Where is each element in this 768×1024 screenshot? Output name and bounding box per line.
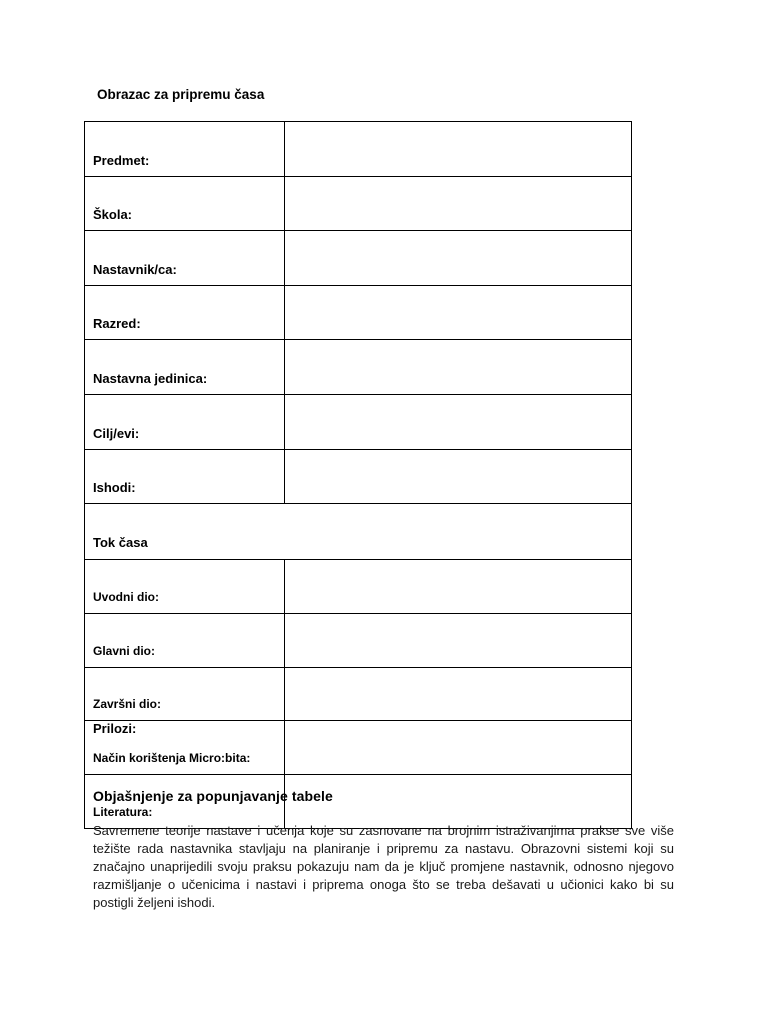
row-value-field[interactable] (285, 775, 632, 829)
table-row-microbit-usage (85, 721, 632, 775)
table-row-grade (85, 285, 632, 340)
row-value-field[interactable] (285, 122, 632, 177)
row-value-field[interactable] (285, 176, 632, 231)
row-label: Ishodi: (85, 449, 285, 504)
row-label: Cilj/evi: (85, 394, 285, 449)
table-row-lesson-unit (85, 340, 632, 395)
form-title: Obrazac za pripremu časa (97, 87, 265, 102)
table-row-teacher (85, 231, 632, 286)
table-row-main-part (85, 613, 632, 667)
row-label: Literatura: (85, 775, 285, 829)
row-value-field[interactable] (285, 667, 632, 721)
row-label: Nastavnik/ca: (85, 231, 285, 286)
row-value-field[interactable] (285, 721, 632, 775)
row-label: Završni dio: (85, 667, 285, 721)
row-value-field[interactable] (285, 285, 632, 340)
table-row-section-header (85, 504, 632, 560)
row-label: Nastavna jedinica: (85, 340, 285, 395)
table-row-final-part (85, 667, 632, 721)
row-label: Predmet: (85, 122, 285, 177)
row-value-field[interactable] (285, 559, 632, 613)
row-label: Uvodni dio: (85, 559, 285, 613)
section-header: Tok časa (85, 504, 632, 560)
attachments-label: Prilozi: (93, 721, 137, 736)
table-row-school (85, 176, 632, 231)
row-value-field[interactable] (285, 613, 632, 667)
lesson-plan-table (84, 121, 632, 829)
row-label: Škola: (85, 176, 285, 231)
row-value-field[interactable] (285, 394, 632, 449)
explanation-paragraph: Savremene teorije nastave i učenja koje su zasnovane na brojnim istraživanjima prakse sve više težište rada nastavnika stavljaju na planiranje i pripremu za nastavu. Obrazovni sistemi koji su značajno unaprijedili svoju praksu pokazuju nam da je ključ promjene nastavnik, odnosno njegovo razmišljanje o učenicima i nastavi i priprema onoga što se treba dešavati u učionici kako bi su postigli željeni ishodi. (93, 823, 674, 910)
row-label: Razred: (85, 285, 285, 340)
table-row-intro (85, 559, 632, 613)
row-label: Glavni dio: (85, 613, 285, 667)
table-row-outcomes (85, 449, 632, 504)
row-value-field[interactable] (285, 340, 632, 395)
table-row-subject (85, 122, 632, 177)
row-label: Način korištenja Micro:bita: (85, 721, 285, 775)
row-value-field[interactable] (285, 449, 632, 504)
row-value-field[interactable] (285, 231, 632, 286)
explanation-heading: Objašnjenje za popunjavanje tabele (93, 788, 333, 804)
table-row-goals (85, 394, 632, 449)
